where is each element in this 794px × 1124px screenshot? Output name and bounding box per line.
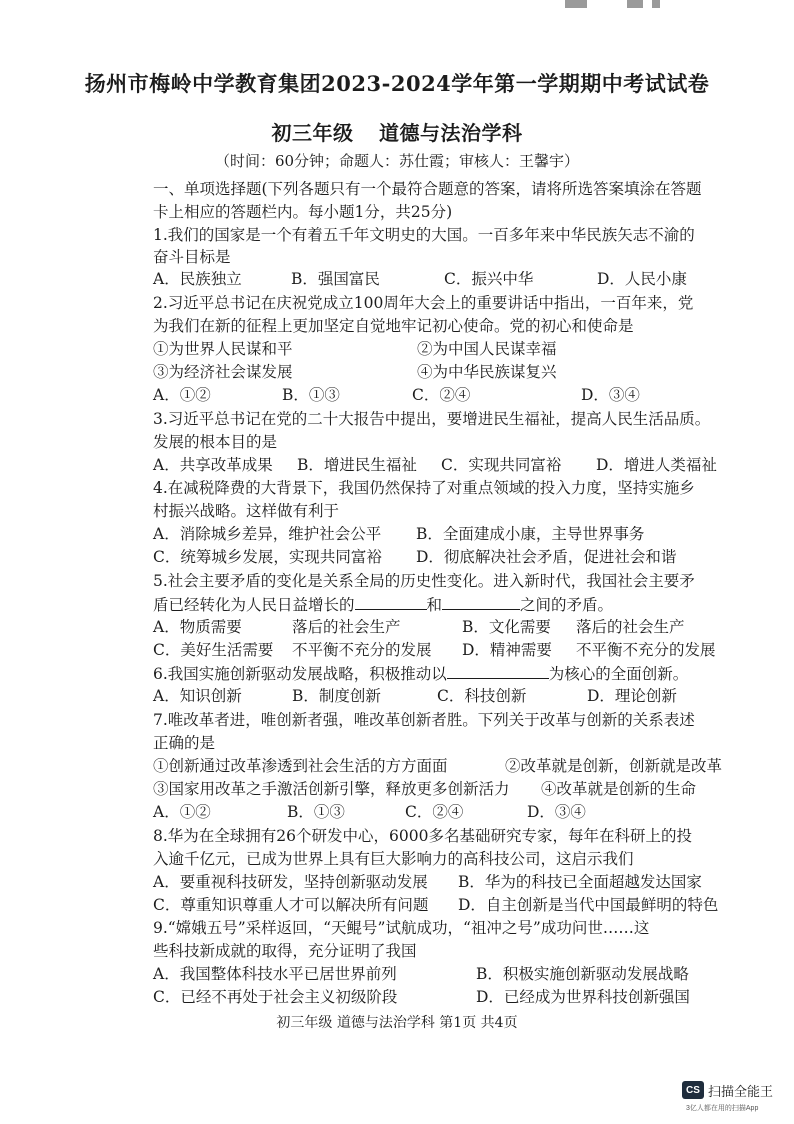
q9-option-c: C．已经不再处于社会主义初级阶段 bbox=[153, 988, 398, 1006]
q7-option-c: C．②④ bbox=[405, 803, 464, 821]
question-7-stem: 正确的是 bbox=[153, 734, 216, 752]
q6-option-a: A．知识创新 bbox=[153, 687, 242, 705]
q5-option-d: D．精神需要 bbox=[462, 641, 552, 659]
q9-option-b: B．积极实施创新驱动发展战略 bbox=[476, 965, 689, 983]
q6-option-d: D．理论创新 bbox=[587, 687, 677, 705]
question-4-stem: 村振兴战略。这样做有利于 bbox=[153, 502, 340, 520]
q9-option-d: D．已经成为世界科技创新强国 bbox=[476, 988, 690, 1006]
q5-option-b: B．文化需要 bbox=[462, 618, 551, 636]
camscanner-name: 扫描全能王 bbox=[708, 1084, 774, 1099]
q1-option-c: C．振兴中华 bbox=[444, 270, 534, 288]
q7-option-d: D．③④ bbox=[527, 803, 586, 821]
page-footer: 初三年级 道德与法治学科 第1页 共4页 bbox=[276, 1015, 518, 1031]
q7-statement-4: ④改革就是创新的生命 bbox=[541, 780, 697, 798]
question-3-stem: 发展的根本目的是 bbox=[153, 433, 278, 451]
q7-statement-3: ③国家用改革之手激活创新引擎，释放更多创新活力 bbox=[153, 780, 510, 798]
q2-option-b: B．①③ bbox=[282, 386, 340, 404]
question-3-stem: 3.习近平总书记在党的二十大报告中提出，要增进民生福祉，提高人民生活品质。 bbox=[153, 410, 711, 428]
q6-text: 为核心的全面创新。 bbox=[548, 665, 689, 683]
q5-text: 盾已经转化为人民日益增长的 bbox=[153, 596, 355, 614]
q2-statement-3: ③为经济社会谋发展 bbox=[153, 363, 293, 381]
q5-option-b-detail: 落后的社会生产 bbox=[576, 618, 685, 636]
q2-option-a: A．①② bbox=[153, 386, 211, 404]
question-5-stem bbox=[153, 593, 613, 616]
question-1-stem: 1.我们的国家是一个有着五千年文明史的大国。一百多年来中华民族矢志不渝的 bbox=[153, 226, 695, 244]
camscanner-tagline: 3亿人都在用的扫描App bbox=[686, 1105, 759, 1112]
q2-option-d: D．③④ bbox=[581, 386, 640, 404]
q5-text: 之间的矛盾。 bbox=[520, 596, 614, 614]
question-8-stem: 8.华为在全球拥有26个研发中心，6000多名基础研究专家，每年在科研上的投 bbox=[153, 827, 692, 845]
q2-option-c: C．②④ bbox=[412, 386, 471, 404]
q8-option-a: A．要重视科技研发，坚持创新驱动发展 bbox=[153, 873, 428, 891]
q8-option-c: C．尊重知识尊重人才可以解决所有问题 bbox=[153, 896, 429, 914]
question-2-stem: 为我们在新的征程上更加坚定自觉地牢记初心使命。党的初心和使命是 bbox=[153, 317, 634, 335]
q7-option-b: B．①③ bbox=[287, 803, 345, 821]
q1-option-d: D．人民小康 bbox=[597, 270, 687, 288]
q2-statement-1: ①为世界人民谋和平 bbox=[153, 340, 293, 358]
question-7-stem: 7.唯改革者进，唯创新者强，唯改革创新者胜。下列关于改革与创新的关系表述 bbox=[153, 711, 695, 729]
question-5-stem: 5.社会主要矛盾的变化是关系全局的历史性变化。进入新时代，我国社会主要矛 bbox=[153, 572, 695, 590]
q3-option-b: B．增进民生福祉 bbox=[297, 456, 417, 474]
q4-option-a: A．消除城乡差异，维护社会公平 bbox=[153, 525, 382, 543]
camscanner-logo-icon: CS bbox=[682, 1081, 704, 1099]
q4-option-d: D．彻底解决社会矛盾，促进社会和谐 bbox=[416, 548, 677, 566]
scan-mark bbox=[627, 0, 643, 8]
q6-text: 6.我国实施创新驱动发展战略，积极推动以 bbox=[153, 665, 447, 683]
q7-statement-1: ①创新通过改革渗透到社会生活的方方面面 bbox=[153, 757, 448, 775]
answer-blank bbox=[442, 593, 520, 610]
q1-option-a: A．民族独立 bbox=[153, 270, 242, 288]
q8-option-b: B．华为的科技已全面超越发达国家 bbox=[458, 873, 702, 891]
q5-option-c: C．美好生活需要 bbox=[153, 641, 274, 659]
q1-option-b: B．强国富民 bbox=[291, 270, 380, 288]
q2-statement-4: ④为中华民族谋复兴 bbox=[417, 363, 557, 381]
q6-option-b: B．制度创新 bbox=[292, 687, 381, 705]
q5-text: 和 bbox=[426, 596, 443, 614]
scan-mark bbox=[652, 0, 660, 8]
q9-option-a: A．我国整体科技水平已居世界前列 bbox=[153, 965, 397, 983]
q3-option-d: D．增进人类福祉 bbox=[596, 456, 717, 474]
question-8-stem: 入逾千亿元，已成为世界上具有巨大影响力的高科技公司，这启示我们 bbox=[153, 850, 634, 868]
section-instructions: 一、单项选择题(下列各题只有一个最符合题意的答案，请将所选答案填涂在答题 bbox=[153, 180, 702, 198]
question-9-stem: 9.“嫦娥五号”采样返回，“天鲲号”试航成功，“祖冲之号”成功问世……这 bbox=[153, 919, 650, 937]
exam-title: 扬州市梅岭中学教育集团2023-2024学年第一学期期中考试试卷 bbox=[84, 71, 710, 96]
answer-blank bbox=[447, 662, 549, 679]
q5-option-a-detail: 落后的社会生产 bbox=[292, 618, 401, 636]
q7-statement-2: ②改革就是创新，创新就是改革 bbox=[505, 757, 723, 775]
section-instructions: 卡上相应的答题栏内。每小题1分，共25分) bbox=[153, 203, 453, 221]
q3-option-a: A．共享改革成果 bbox=[153, 456, 273, 474]
answer-blank bbox=[355, 593, 427, 610]
question-6-stem bbox=[153, 662, 688, 685]
question-2-stem: 2.习近平总书记在庆祝党成立100周年大会上的重要讲话中指出，一百年来，党 bbox=[153, 294, 694, 312]
question-4-stem: 4.在减税降费的大背景下，我国仍然保持了对重点领域的投入力度，坚持实施乡 bbox=[153, 479, 695, 497]
scan-mark bbox=[565, 0, 587, 8]
exam-info: （时间：60分钟；命题人：苏仕霞；审核人：王馨宇） bbox=[214, 152, 580, 170]
q2-statement-2: ②为中国人民谋幸福 bbox=[417, 340, 557, 358]
question-1-stem: 奋斗目标是 bbox=[153, 248, 231, 266]
q5-option-d-detail: 不平衡不充分的发展 bbox=[576, 641, 716, 659]
question-9-stem: 些科技新成就的取得，充分证明了我国 bbox=[153, 942, 417, 960]
q5-option-c-detail: 不平衡不充分的发展 bbox=[292, 641, 432, 659]
exam-subtitle: 初三年级 道德与法治学科 bbox=[271, 121, 523, 145]
q7-option-a: A．①② bbox=[153, 803, 211, 821]
q4-option-c: C．统筹城乡发展，实现共同富裕 bbox=[153, 548, 382, 566]
q6-option-c: C．科技创新 bbox=[437, 687, 527, 705]
q4-option-b: B．全面建成小康，主导世界事务 bbox=[416, 525, 645, 543]
q5-option-a: A．物质需要 bbox=[153, 618, 242, 636]
q3-option-c: C．实现共同富裕 bbox=[441, 456, 562, 474]
q8-option-d: D．自主创新是当代中国最鲜明的特色 bbox=[458, 896, 719, 914]
